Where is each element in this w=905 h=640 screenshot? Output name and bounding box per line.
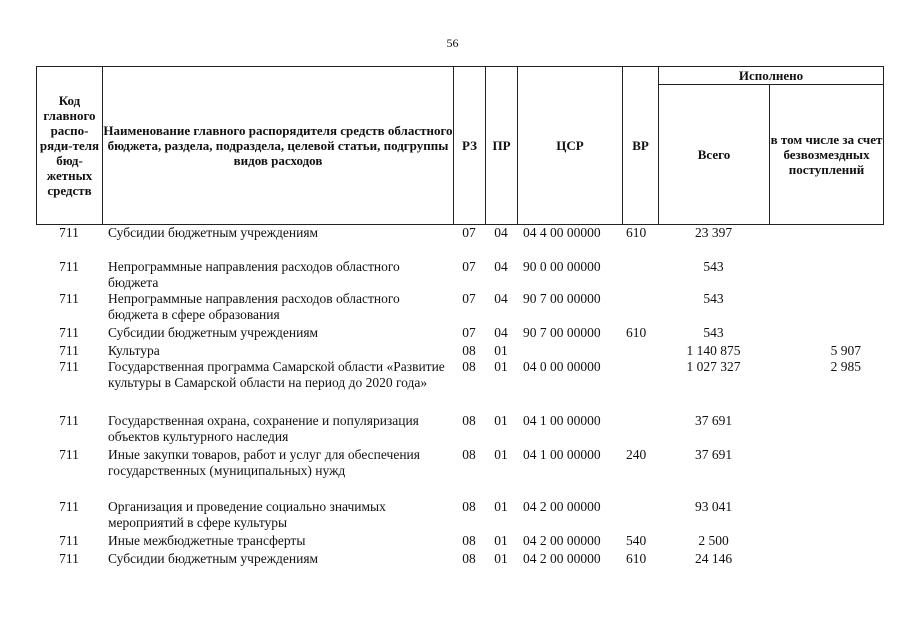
row-pr: 04 xyxy=(494,225,508,240)
row-pr: 01 xyxy=(494,499,508,514)
row-pr: 04 xyxy=(494,291,508,306)
row-free xyxy=(769,551,883,569)
row-rz: 08 xyxy=(462,359,476,374)
row-free xyxy=(769,413,883,447)
row-rz: 07 xyxy=(462,259,476,274)
row-total: 543 xyxy=(703,259,724,274)
row-pr: 01 xyxy=(494,447,508,462)
row-vr: 240 xyxy=(626,447,647,462)
table-row xyxy=(36,533,883,551)
row-rz: 08 xyxy=(462,343,476,358)
row-csr xyxy=(517,343,622,359)
table-row xyxy=(36,343,883,359)
table-row xyxy=(36,413,883,447)
row-rz: 08 xyxy=(462,499,476,514)
row-rz: 08 xyxy=(462,551,476,566)
table-row xyxy=(36,325,883,343)
row-free xyxy=(769,259,883,291)
header-code: Код главного распо-ряди-теля бюд-жетных средств xyxy=(37,67,103,225)
row-total: 24 146 xyxy=(694,551,733,566)
row-pr: 01 xyxy=(494,343,508,358)
row-code: 711 xyxy=(59,499,79,514)
row-code: 711 xyxy=(59,291,79,306)
row-csr: 04 1 00 00000 xyxy=(523,413,601,428)
row-csr: 90 7 00 00000 xyxy=(523,325,601,340)
row-pr: 04 xyxy=(494,325,508,340)
row-code: 711 xyxy=(59,533,79,548)
row-csr: 04 2 00 00000 xyxy=(523,499,601,514)
table-row xyxy=(36,291,883,325)
row-code: 711 xyxy=(59,359,79,374)
data-table xyxy=(36,225,883,569)
row-csr: 04 0 00 00000 xyxy=(523,359,601,374)
row-total: 93 041 xyxy=(694,499,733,514)
row-free xyxy=(769,447,883,499)
row-name: Организация и проведение социально значимых мероприятий в сфере культуры xyxy=(108,499,386,530)
row-code: 711 xyxy=(59,325,79,340)
row-vr: 610 xyxy=(626,225,647,240)
row-vr xyxy=(622,343,658,359)
row-total: 1 140 875 xyxy=(686,343,741,358)
row-vr: 540 xyxy=(626,533,647,548)
header-vr: ВР xyxy=(623,67,659,225)
row-code: 711 xyxy=(59,225,79,240)
row-free xyxy=(769,291,883,325)
row-name: Иные межбюджетные трансферты xyxy=(108,533,306,548)
row-name: Государственная программа Самарской области «Развитие культуры в Самарской области на период до 2020 года» xyxy=(108,359,445,390)
table-row xyxy=(36,447,883,499)
row-vr xyxy=(622,413,658,447)
row-rz: 07 xyxy=(462,325,476,340)
row-csr: 90 7 00 00000 xyxy=(523,291,601,306)
row-name: Иные закупки товаров, работ и услуг для обеспечения государственных (муниципальных) нужд xyxy=(108,447,420,478)
row-pr: 01 xyxy=(494,359,508,374)
table-header xyxy=(36,66,884,225)
header-pr: ПР xyxy=(486,67,518,225)
row-csr: 04 4 00 00000 xyxy=(523,225,601,240)
row-vr xyxy=(622,499,658,533)
table-row xyxy=(36,359,883,413)
row-free xyxy=(769,225,883,259)
row-rz: 08 xyxy=(462,533,476,548)
row-vr: 610 xyxy=(626,551,647,566)
row-code: 711 xyxy=(59,447,79,462)
row-pr: 01 xyxy=(494,533,508,548)
header-name: Наименование главного распорядителя средств областного бюджета, раздела, подраздела, целевой статьи, подгруппы видов расходов xyxy=(103,67,454,225)
header-total: Всего xyxy=(659,85,770,225)
row-code: 711 xyxy=(59,551,79,566)
row-csr: 04 2 00 00000 xyxy=(523,533,601,548)
row-rz: 07 xyxy=(462,291,476,306)
header-executed: Исполнено xyxy=(659,67,884,85)
row-code: 711 xyxy=(59,259,79,274)
row-total: 37 691 xyxy=(694,447,733,462)
row-pr: 04 xyxy=(494,259,508,274)
row-vr xyxy=(622,291,658,325)
row-free xyxy=(769,499,883,533)
row-rz: 07 xyxy=(462,225,476,240)
row-vr xyxy=(622,359,658,413)
row-name: Культура xyxy=(108,343,160,358)
row-total: 1 027 327 xyxy=(686,359,741,374)
table-row xyxy=(36,551,883,569)
page-number: 56 xyxy=(446,36,459,50)
row-rz: 08 xyxy=(462,413,476,428)
row-name: Субсидии бюджетным учреждениям xyxy=(108,225,319,240)
header-rz: РЗ xyxy=(454,67,486,225)
row-name: Субсидии бюджетным учреждениям xyxy=(108,551,319,566)
row-free xyxy=(769,325,883,343)
row-csr: 04 1 00 00000 xyxy=(523,447,601,462)
row-free: 2 985 xyxy=(830,359,861,374)
row-pr: 01 xyxy=(494,551,508,566)
row-total: 543 xyxy=(703,325,724,340)
row-total: 2 500 xyxy=(698,533,729,548)
row-free: 5 907 xyxy=(830,343,861,358)
row-csr: 90 0 00 00000 xyxy=(523,259,601,274)
row-total: 543 xyxy=(703,291,724,306)
row-name: Государственная охрана, сохранение и популяризация объектов культурного наследия xyxy=(108,413,419,444)
row-csr: 04 2 00 00000 xyxy=(523,551,601,566)
row-name: Непрограммные направления расходов областного бюджета xyxy=(108,259,400,290)
row-free xyxy=(769,533,883,551)
table-row xyxy=(36,499,883,533)
table-row xyxy=(36,259,883,291)
header-csr: ЦСР xyxy=(518,67,623,225)
row-vr xyxy=(622,259,658,291)
table-row xyxy=(36,225,883,259)
row-code: 711 xyxy=(59,343,79,358)
row-name: Субсидии бюджетным учреждениям xyxy=(108,325,319,340)
header-free: в том числе за счет безвозмездных поступлений xyxy=(770,85,884,225)
row-vr: 610 xyxy=(626,325,647,340)
row-name: Непрограммные направления расходов областного бюджета в сфере образования xyxy=(108,291,400,322)
row-code: 711 xyxy=(59,413,79,428)
row-total: 23 397 xyxy=(694,225,733,240)
row-total: 37 691 xyxy=(694,413,733,428)
row-pr: 01 xyxy=(494,413,508,428)
row-rz: 08 xyxy=(462,447,476,462)
